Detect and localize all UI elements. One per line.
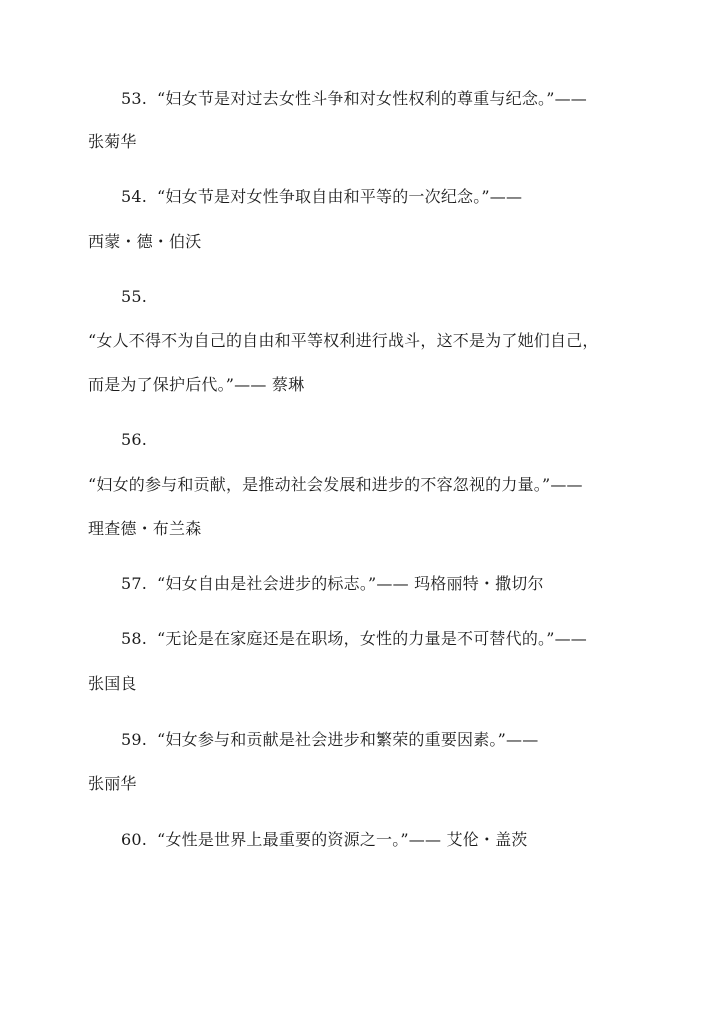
quote-55-number: 55. <box>121 287 148 306</box>
quote-text: “妇女节是对女性争取自由和平等的一次纪念。”—— <box>157 187 523 206</box>
quote-text: “无论是在家庭还是在职场，女性的力量是不可替代的。”—— <box>157 629 588 648</box>
quote-58-author: 张国良 <box>88 674 137 693</box>
quote-53-author: 张菊华 <box>88 132 137 151</box>
quote-57-line <box>121 572 544 596</box>
quote-60-line <box>121 828 528 852</box>
quote-56-line1: “妇女的参与和贡献，是推动社会发展和进步的不容忽视的力量。”—— <box>88 475 583 494</box>
quote-number: 60. <box>121 830 148 849</box>
quote-54-line <box>121 185 522 209</box>
quote-text: “妇女参与和贡献是社会进步和繁荣的重要因素。”—— <box>157 730 539 749</box>
quote-56-number: 56. <box>121 430 148 449</box>
quote-number: 59. <box>121 730 148 749</box>
quote-number: 54. <box>121 187 148 206</box>
quote-55-line2: 而是为了保护后代。”—— 蔡琳 <box>88 375 305 394</box>
quote-59-line <box>121 728 538 752</box>
quote-55-line1: “女人不得不为自己的自由和平等权利进行战斗，这不是为了她们自己， <box>88 331 599 350</box>
quote-number: 53. <box>121 89 148 108</box>
quote-59-author: 张丽华 <box>88 774 137 793</box>
quote-text: “女性是世界上最重要的资源之一。”—— 艾伦・盖茨 <box>157 830 528 849</box>
quote-56-author: 理查德・布兰森 <box>88 519 202 538</box>
quote-number: 57. <box>121 574 148 593</box>
quote-54-author: 西蒙・德・伯沃 <box>88 232 202 251</box>
quote-text: “妇女自由是社会进步的标志。”—— 玛格丽特・撒切尔 <box>157 574 544 593</box>
quote-text: “妇女节是对过去女性斗争和对女性权利的尊重与纪念。”—— <box>157 89 588 108</box>
quote-53-line <box>121 87 587 111</box>
quote-58-line <box>121 627 587 651</box>
quote-number: 58. <box>121 629 148 648</box>
